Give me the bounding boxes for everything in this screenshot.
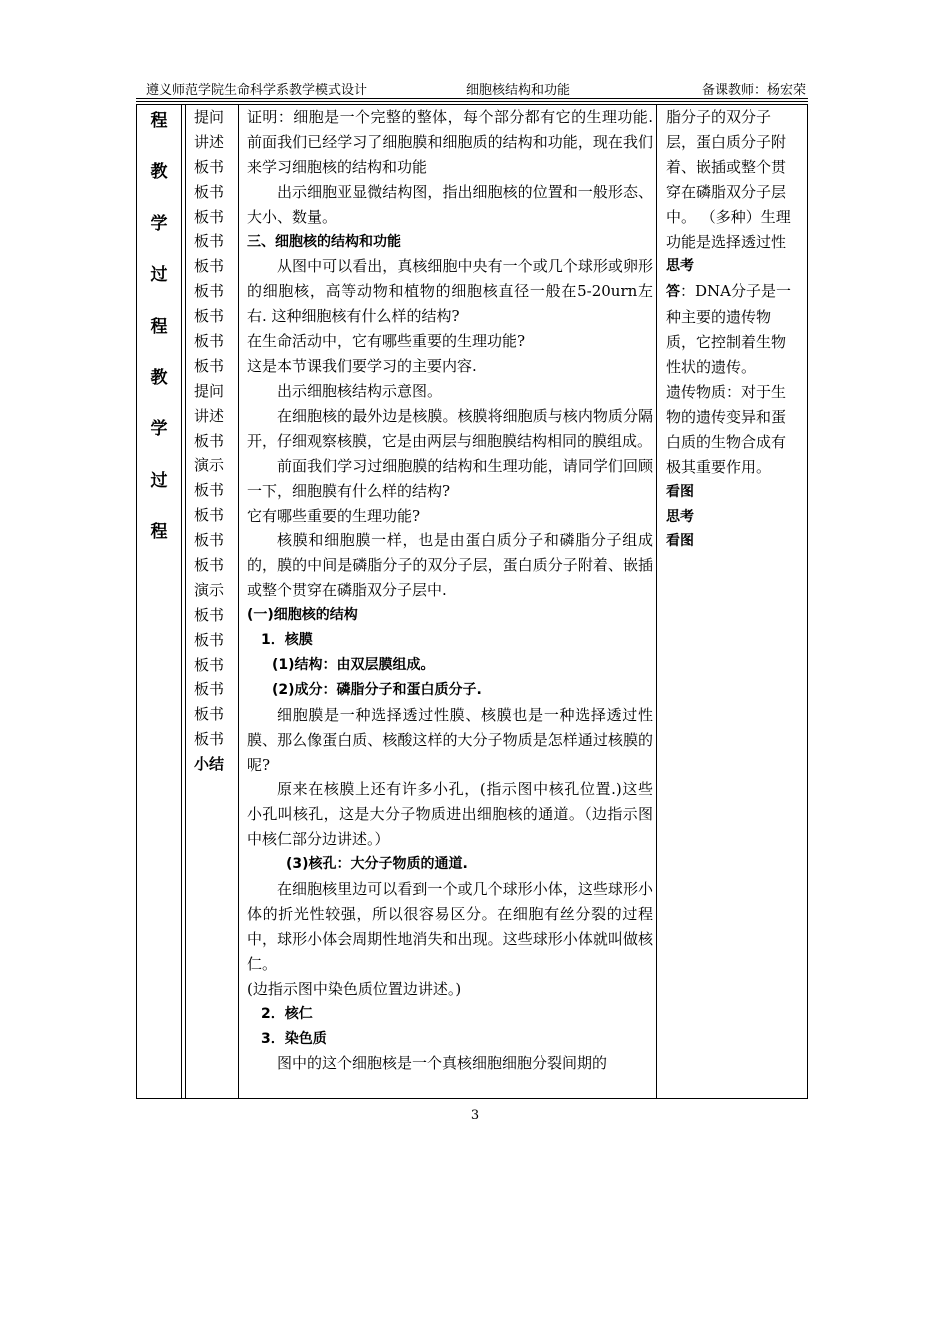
section-heading: 三、细胞核的结构和功能: [247, 233, 401, 250]
column-divider: [656, 105, 657, 1098]
paragraph: 核膜和细胞膜一样，也是由蛋白质分子和磷脂分子组成的，膜的中间是磷脂分子的双分子层，蛋白质分子附着、嵌插或整个贯穿在磷脂双分子层中.: [247, 531, 653, 600]
column-divider: [185, 105, 186, 1098]
method-item: 板书: [194, 531, 225, 550]
method-item-summary: 小结: [194, 755, 225, 774]
label-char: 程: [150, 316, 168, 337]
page-number: 3: [470, 1108, 480, 1123]
method-item: 板书: [194, 282, 225, 301]
paragraph: 从图中可以看出，真核细胞中央有一个或几个球形或卵形的细胞核，高等动物和植物的细胞核直径一般在5-20urn左右. 这种细胞核有什么样的结构?: [247, 257, 653, 326]
subsection-point: (3)核孔：大分子物质的通道.: [286, 856, 468, 873]
answer-text: ：DNA分子是一种主要的遗传物质，它控制着生物性状的遗传。: [666, 282, 791, 377]
subsection-heading: 2．核仁: [261, 1005, 313, 1022]
note-heading: 思考: [666, 258, 694, 275]
label-char: 教: [150, 162, 168, 183]
method-item: 板书: [194, 556, 225, 575]
lesson-content-column: [247, 105, 653, 1076]
paragraph: 它有哪些重要的生理功能?: [247, 506, 421, 525]
paragraph: 原来在核膜上还有许多小孔，(指示图中核孔位置.)这些小孔叫核孔，这是大分子物质进出细胞核的通道。（边指示图中核仁部分边讲述。）: [247, 780, 653, 849]
answer-label: 答: [666, 284, 680, 301]
label-char: 学: [150, 213, 168, 234]
method-item: 板书: [194, 680, 225, 699]
paragraph: 细胞膜是一种选择透过性膜、核膜也是一种选择透过性膜、那么像蛋白质、核酸这样的大分子物质是怎样通过核膜的呢?: [247, 705, 653, 774]
subsection-heading: (一)细胞核的结构: [247, 607, 358, 624]
paragraph: 图中的这个细胞核是一个真核细胞细胞分裂间期的: [277, 1054, 608, 1073]
label-char: 学: [150, 419, 168, 440]
method-item: 板书: [194, 431, 225, 450]
method-item: 板书: [194, 356, 225, 375]
method-item: 讲述: [194, 406, 225, 425]
teaching-methods-column: [194, 105, 234, 777]
method-item: 板书: [194, 257, 225, 276]
label-char: 程: [150, 111, 168, 131]
method-item: 板书: [194, 605, 225, 624]
vertical-section-label: [137, 108, 181, 571]
page-header: [136, 78, 808, 99]
subsection-point: (1)结构：由双层膜组成。: [272, 656, 435, 673]
method-item: 板书: [194, 630, 225, 649]
method-item: 板书: [194, 332, 225, 351]
paragraph: 前面我们学习过细胞膜的结构和生理功能，请同学们回顾一下，细胞膜有什么样的结构?: [247, 456, 653, 500]
note-heading: 思考: [666, 508, 694, 525]
paragraph: 在细胞核里边可以看到一个或几个球形小体，这些球形小体的折光性较强，所以很容易区分。在细胞有丝分裂的过程中，球形小体会周期性地消失和出现。这些球形小体就叫做核仁。: [247, 880, 653, 973]
method-item: 板书: [194, 730, 225, 749]
paragraph: (边指示图中染色质位置边讲述。): [247, 979, 462, 998]
subsection-point: (2)成分：磷脂分子和蛋白质分子.: [272, 681, 482, 698]
method-item: 提问: [194, 381, 225, 400]
method-item: 板书: [194, 207, 225, 226]
subsection-heading: 3．染色质: [261, 1030, 327, 1047]
header-institution: 遵义师范学院生命科学系教学模式设计: [146, 83, 368, 98]
label-char: 过: [150, 265, 168, 286]
method-item: 提问: [194, 108, 225, 126]
note-heading: 看图: [666, 533, 694, 550]
method-item: 板书: [194, 506, 225, 525]
note-text: 脂分子的双分子层，蛋白质分子附着、嵌插或整个贯穿在磷脂双分子层中。 （多种）生理功能是选择透过性: [666, 108, 791, 251]
label-char: 程: [150, 522, 168, 543]
paragraph: 在生命活动中，它有哪些重要的生理功能?: [247, 332, 526, 351]
column-divider: [181, 105, 182, 1098]
column-divider: [238, 105, 239, 1098]
student-activity-column: [666, 105, 794, 554]
method-item: 板书: [194, 705, 225, 724]
note-text: 遗传物质：对于生物的遗传变异和蛋白质的生物合成有极其重要作用。: [666, 382, 787, 476]
note-heading: 看图: [666, 483, 694, 500]
label-char: 过: [150, 470, 168, 491]
label-char: 教: [150, 367, 168, 388]
method-item: 板书: [194, 182, 225, 201]
method-item: 板书: [194, 481, 225, 500]
method-item: 演示: [194, 580, 225, 599]
paragraph: 证明：细胞是一个完整的整体，每个部分都有它的生理功能.前面我们已经学习了细胞膜和细胞质的结构和功能，现在我们来学习细胞核的结构和功能: [247, 108, 653, 176]
method-item: 讲述: [194, 132, 225, 151]
paragraph: 在细胞核的最外边是核膜。核膜将细胞质与核内物质分隔开，仔细观察核膜，它是由两层与细胞膜结构相同的膜组成。: [247, 406, 653, 450]
paragraph: 出示细胞亚显微结构图，指出细胞核的位置和一般形态、大小、数量。: [247, 182, 653, 226]
method-item: 板书: [194, 157, 225, 176]
paragraph: 这是本节课我们要学习的主要内容.: [247, 357, 477, 376]
paragraph: 出示细胞核结构示意图。: [277, 381, 443, 400]
note-answer: [666, 279, 794, 380]
method-item: 板书: [194, 655, 225, 674]
subsection-heading: 1．核膜: [261, 632, 313, 649]
lesson-table: [136, 104, 808, 1099]
method-item: 板书: [194, 232, 225, 251]
header-topic: 细胞核结构和功能: [466, 83, 571, 98]
header-teacher: 备课教师：杨宏荣: [701, 83, 806, 98]
method-item: 板书: [194, 307, 225, 326]
method-item: 演示: [194, 456, 225, 475]
